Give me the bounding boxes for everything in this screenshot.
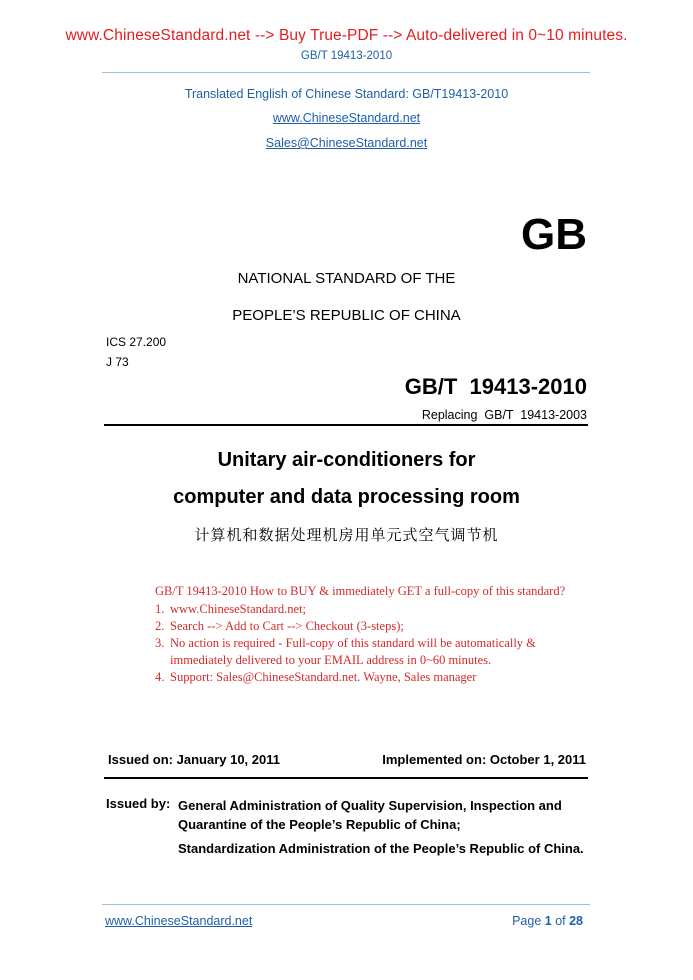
purchase-item-number: 3.	[155, 636, 165, 650]
page-number	[512, 914, 583, 928]
page-of: of	[551, 914, 570, 928]
issuer-aqsiq: General Administration of Quality Supervision, Inspection and Quarantine of the People’s Republic of China;	[178, 798, 562, 832]
page-current: 1	[544, 914, 552, 928]
j-code: J 73	[106, 355, 129, 369]
national-standard-line-1: NATIONAL STANDARD OF THE	[237, 270, 456, 287]
header-standard-code: GB/T 19413-2010	[300, 50, 393, 62]
dates-divider	[104, 777, 588, 779]
purchase-item-text[interactable]: Support: Sales@ChineseStandard.net. Wayne, Sales manager	[170, 670, 477, 684]
issued-on-date: Issued on: January 10, 2011	[108, 752, 280, 767]
page-total: 28	[569, 914, 583, 928]
standard-number: GB/T 19413-2010	[404, 374, 587, 399]
purchase-item-text: No action is required - Full-copy of this standard will be automatically &	[170, 636, 536, 650]
page-prefix: Page	[512, 914, 545, 928]
purchase-instructions	[155, 583, 605, 686]
issued-by-label: Issued by:	[106, 796, 171, 811]
implemented-on-date: Implemented on: October 1, 2011	[382, 752, 586, 767]
ics-code: ICS 27.200	[106, 335, 167, 349]
purchase-item-number: 2.	[155, 619, 165, 633]
site-link-text[interactable]: www.ChineseStandard.net	[272, 111, 421, 125]
purchase-item	[155, 635, 605, 652]
purchase-title: GB/T 19413-2010 How to BUY & immediately GET a full-copy of this standard?	[155, 584, 566, 598]
footer-site-link[interactable]: www.ChineseStandard.net	[105, 914, 253, 928]
purchase-item-continuation: immediately delivered to your EMAIL address in 0~60 minutes.	[170, 653, 492, 667]
purchase-item-text: Search --> Add to Cart --> Checkout (3-steps);	[170, 619, 404, 633]
title-line-1: Unitary air-conditioners for	[217, 449, 476, 471]
purchase-item[interactable]	[155, 601, 605, 618]
translated-notice: Translated English of Chinese Standard: GB/T19413-2010	[184, 87, 509, 101]
purchase-item-number: 1.	[155, 602, 165, 616]
footer-divider	[102, 904, 590, 905]
purchase-item-text[interactable]: www.ChineseStandard.net;	[170, 602, 306, 616]
sales-email-text[interactable]: Sales@ChineseStandard.net	[265, 136, 428, 150]
replacing-note: Replacing GB/T 19413-2003	[421, 408, 587, 422]
national-standard-line-2: PEOPLE’S REPUBLIC OF CHINA	[232, 307, 461, 324]
title-divider	[104, 424, 588, 426]
title-chinese: 计算机和数据处理机房用单元式空气调节机	[194, 527, 499, 544]
gb-mark: GB	[521, 210, 587, 259]
sales-email-link[interactable]	[0, 136, 693, 150]
purchase-item-number: 4.	[155, 670, 165, 684]
header-divider	[102, 72, 590, 73]
issuer-sac: Standardization Administration of the People’s Republic of China.	[178, 841, 584, 856]
title-line-2: computer and data processing room	[173, 486, 520, 508]
top-banner[interactable]: www.ChineseStandard.net --> Buy True-PDF --> Auto-delivered in 0~10 minutes.	[65, 27, 628, 44]
purchase-item[interactable]	[155, 669, 605, 686]
site-link[interactable]	[0, 111, 693, 125]
purchase-item	[155, 618, 605, 635]
